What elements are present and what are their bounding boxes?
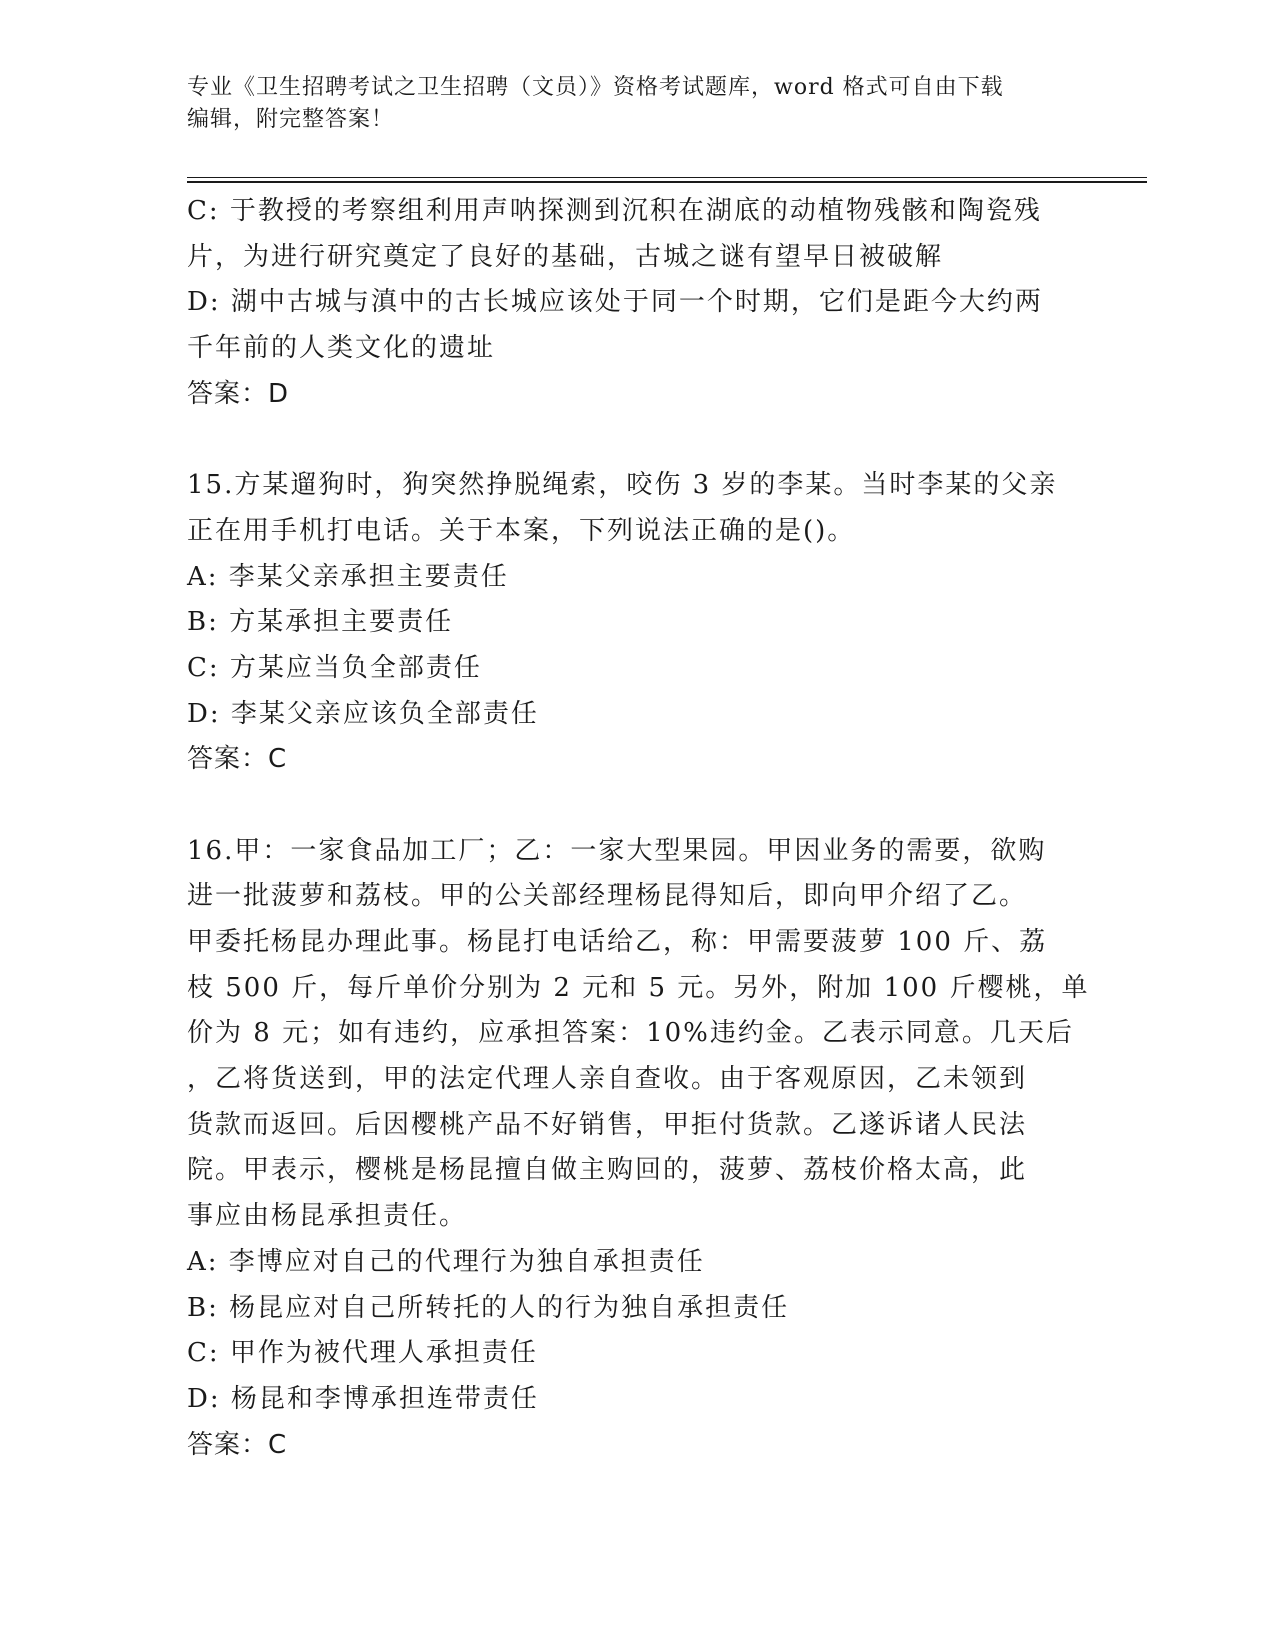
q15-option-b: B: 方某承担主要责任 [187, 607, 454, 638]
q14-option-d-line-2: 千年前的人类文化的遗址 [187, 333, 496, 364]
q15-option-a: A: 李某父亲承担主要责任 [187, 561, 509, 592]
q14-answer: 答案：D [187, 378, 290, 409]
q14-option-c-line-1: C: 于教授的考察组利用声呐探测到沉积在湖底的动植物残骸和陶瓷残 [187, 196, 1042, 226]
spacer [187, 783, 1087, 829]
q15-option-d: D: 李某父亲应该负全部责任 [187, 698, 539, 729]
q16-stem-line: 枝 500 斤，每斤单价分别为 2 元和 5 元。另外，附加 100 斤樱桃，单 [187, 972, 1090, 1003]
document-header [187, 72, 1087, 136]
q16-stem-line: 16.甲：一家食品加工厂；乙：一家大型果园。甲因业务的需要，欲购 [187, 835, 1047, 866]
q16-stem-line: ，乙将货送到，甲的法定代理人亲自查收。由于客观原因，乙未领到 [187, 1064, 1028, 1095]
q16-option-d: D: 杨昆和李博承担连带责任 [187, 1383, 539, 1414]
q16-stem-line: 院。甲表示，樱桃是杨昆擅自做主购回的，菠萝、荔枝价格太高，此 [187, 1155, 1028, 1186]
q15-answer: 答案：C [187, 744, 288, 775]
spacer [187, 417, 1087, 463]
q16-stem-line: 货款而返回。后因樱桃产品不好销售，甲拒付货款。乙遂诉诸人民法 [187, 1109, 1028, 1140]
q16-stem-line: 进一批菠萝和荔枝。甲的公关部经理杨昆得知后，即向甲介绍了乙。 [187, 881, 1028, 912]
q16-option-c: C: 甲作为被代理人承担责任 [187, 1338, 538, 1369]
q14-option-d-line-1: D: 湖中古城与滇中的古长城应该处于同一个时期，它们是距今大约两 [187, 287, 1043, 318]
header-rule-thin [187, 177, 1147, 178]
q15-stem-line-2: 正在用手机打电话。关于本案，下列说法正确的是()。 [187, 515, 856, 546]
header-line-2: 编辑，附完整答案！ [187, 107, 395, 132]
q14-option-c-line-2: 片，为进行研究奠定了良好的基础，古城之谜有望早日被破解 [187, 241, 944, 272]
q16-option-a: A: 李博应对自己的代理行为独自承担责任 [187, 1246, 705, 1277]
q16-stem-line: 甲委托杨昆办理此事。杨昆打电话给乙，称：甲需要菠萝 100 斤、荔 [187, 927, 1048, 957]
q16-option-b: B: 杨昆应对自己所转托的人的行为独自承担责任 [187, 1292, 790, 1323]
q16-stem-line: 事应由杨昆承担责任。 [187, 1201, 468, 1232]
q15-option-c: C: 方某应当负全部责任 [187, 652, 482, 683]
header-rule-thick [187, 181, 1147, 183]
q16-stem-line: 价为 8 元；如有违约，应承担答案：10%违约金。乙表示同意。几天后 [187, 1018, 1074, 1049]
header-line-1: 专业《卫生招聘考试之卫生招聘（文员）》资格考试题库，word 格式可自由下载 [187, 75, 1004, 100]
document-body [187, 189, 1090, 1468]
q15-stem-line-1: 15.方某遛狗时，狗突然挣脱绳索，咬伤 3 岁的李某。当时李某的父亲 [187, 470, 1058, 501]
q16-answer: 答案：C [187, 1429, 288, 1460]
